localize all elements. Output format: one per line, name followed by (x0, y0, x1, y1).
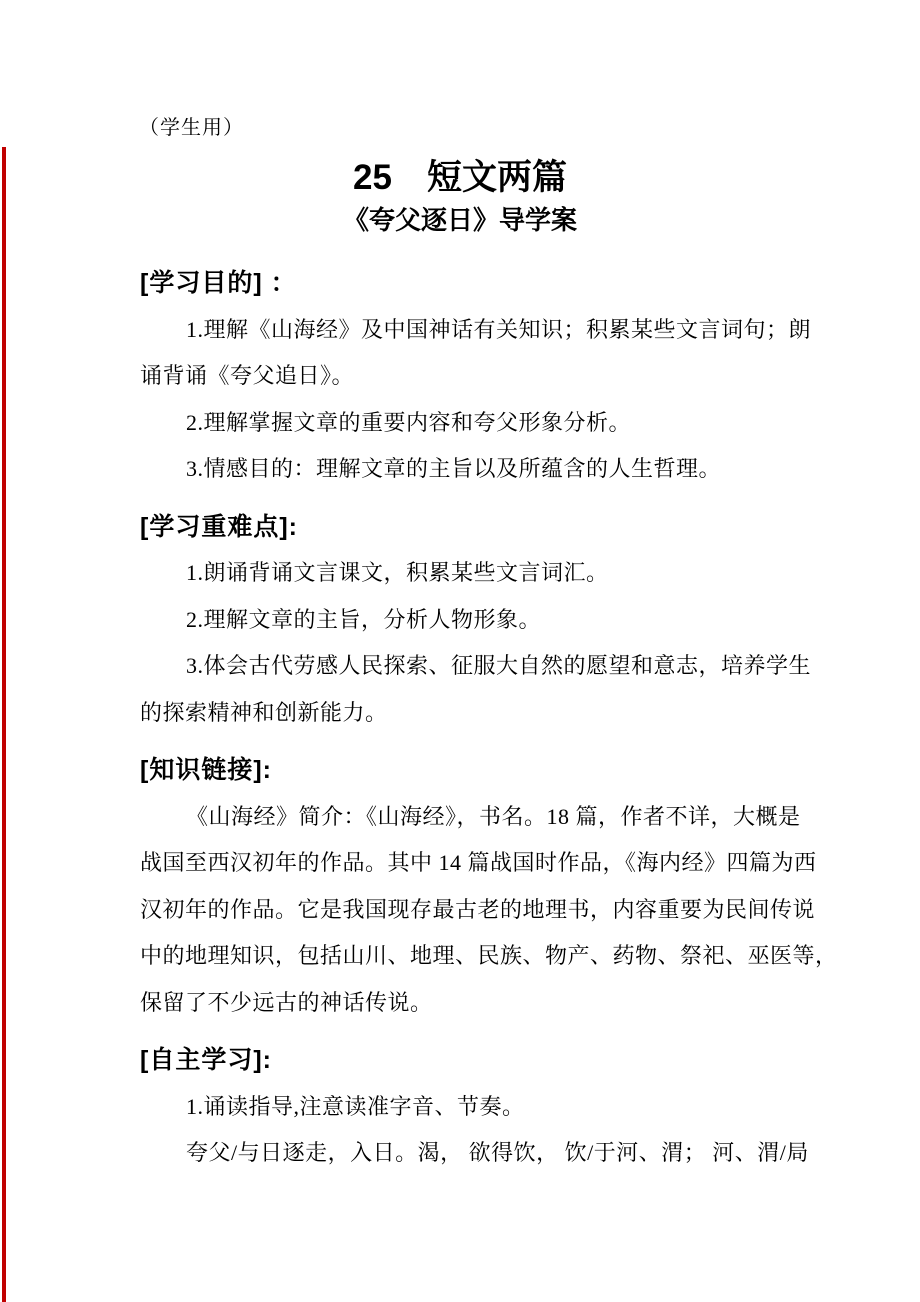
lesson-title: 25 短文两篇 (353, 158, 567, 197)
text-line: 《山海经》简介：《山海经》，书名。18 篇，作者不详，大概是 (186, 803, 801, 829)
text-line: 2.理解掌握文章的重要内容和夸父形象分析。 (186, 409, 632, 435)
text-line: 1.诵读指导,注意读准字音、节奏。 (186, 1093, 525, 1119)
text-line: 中的地理知识，包括山川、地理、民族、物产、药物、祭祀、巫医等， (140, 943, 838, 968)
text-line: 保留了不少远古的神话传说。 (140, 989, 433, 1015)
text-line: 3.情感目的：理解文章的主旨以及所蕴含的人生哲理。 (186, 456, 722, 481)
text-line: 战国至西汉初年的作品。其中 14 篇战国时作品，《海内经》四篇为西 (140, 850, 817, 875)
text-line: 诵背诵《夸父追日》。 (140, 363, 355, 388)
text-line: 1.理解《山海经》及中国神话有关知识；积累某些文言词句；朗 (186, 316, 812, 342)
audience-tag: （学生用） (139, 117, 244, 139)
document-body (140, 240, 840, 1177)
red-margin-line (2, 147, 6, 1302)
section-heading: [学习目的] ： (140, 269, 297, 297)
text-line: 的探索精神和创新能力。 (140, 699, 388, 725)
text-line: 夸父/与日逐走，入日。渴， 欲得饮， 饮/于河、渭； 河、渭/局 (186, 1140, 809, 1165)
lesson-subtitle: 《夸父逐日》导学案 (342, 205, 577, 235)
text-line: 汉初年的作品。它是我国现存最古老的地理书，内容重要为民间传说 (140, 896, 816, 922)
text-line: 2.理解文章的主旨，分析人物形象。 (186, 606, 542, 632)
text-line: 3.体会古代劳感人民探索、征服大自然的愿望和意志，培养学生 (186, 653, 812, 678)
section-heading: [知识链接]: (140, 756, 272, 784)
text-line: 1.朗诵背诵文言课文，积累某些文言词汇。 (186, 560, 609, 585)
section-heading: [学习重难点]: (140, 512, 298, 541)
section-heading: [自主学习]: (140, 1046, 272, 1074)
